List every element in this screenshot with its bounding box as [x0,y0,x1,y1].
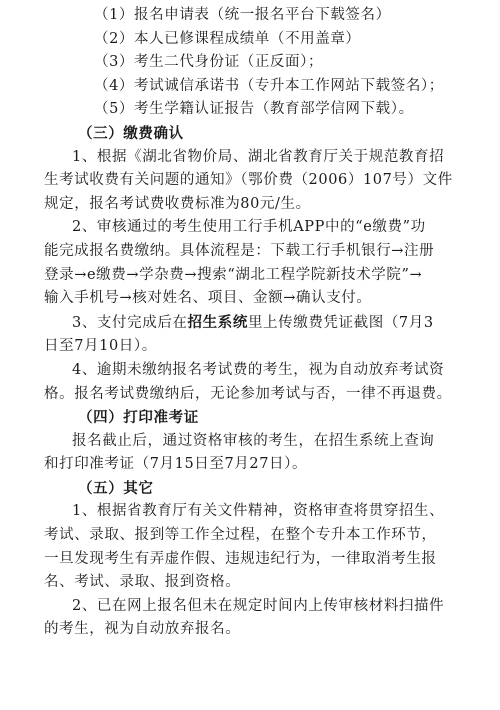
paragraph-line: 1、根据《湖北省物价局、湖北省教育厅关于规范教育招 [72,148,445,165]
paragraph-line: 能完成报名费缴纳。具体流程是：下载工行手机银行→注册 [44,242,435,259]
paragraph-line: 4、逾期未缴纳报名考试费的考生，视为自动放弃考试资 [72,361,445,378]
paragraph-line: 输入手机号→核对姓名、项目、金额→确认支付。 [44,290,372,307]
paragraph-line: 的考生，视为自动放弃报名。 [44,621,241,638]
bold-text-span: 招生系统 [187,313,248,331]
material-item-1: （1）报名申请表（统一报名平台下载签名） [94,7,391,23]
paragraph-line: 登录→e缴费→学杂费→搜索“湖北工程学院新技术学院”→ [44,266,423,283]
paragraph-line: 1、根据省教育厅有关文件精神，资格审查将贯穿招生、 [72,503,445,520]
section-heading-admission-ticket: （四）打印准考证 [78,409,199,427]
paragraph-line: 规定，报名考试费收费标准为80元/生。 [44,195,311,212]
paragraph-line: 报名截止后，通过资格审核的考生，在招生系统上查询 [72,432,435,449]
material-item-3: （3）考生二代身份证（正反面）； [94,54,324,71]
section-heading-payment: （三）缴费确认 [78,124,184,142]
paragraph-line [44,311,466,336]
paragraph-line: 2、已在网上报名但未在规定时间内上传审核材料扫描件 [72,597,445,614]
paragraph-line: 2、审核通过的考生使用工行手机APP中的“e缴费”功 [72,219,426,236]
paragraph-line: 生考试收费有关问题的通知》（鄂价费（2006）107号）文件 [44,172,453,189]
paragraph-line: 一旦发现考生有弄虚作假、违规违纪行为，一律取消考生报 [44,550,437,567]
material-item-4: （4）考试诚信承诺书（专升本工作网站下载签名）； [94,77,444,94]
section-heading-other: （五）其它 [78,479,154,497]
material-item-2: （2）本人已修课程成绩单（不用盖章） [94,30,361,47]
material-item-5: （5）考生学籍认证报告（教育部学信网下载）。 [94,101,414,118]
paragraph-line: 考试、录取、报到等工作全过程，在整个专升本工作环节， [44,527,437,544]
paragraph-line: 日至7月10日）。 [44,338,157,355]
paragraph-line: 格。报名考试费缴纳后，无论参加考试与否，一律不再退费。 [44,385,452,402]
text-span: 里上传缴费凭证截图（7月3 [247,314,434,331]
text-span: 3、支付完成后在 [72,314,188,331]
paragraph-line: 和打印准考证（7月15日至7月27日）。 [44,456,308,473]
paragraph-line: 名、考试、录取、报到资格。 [44,574,241,591]
